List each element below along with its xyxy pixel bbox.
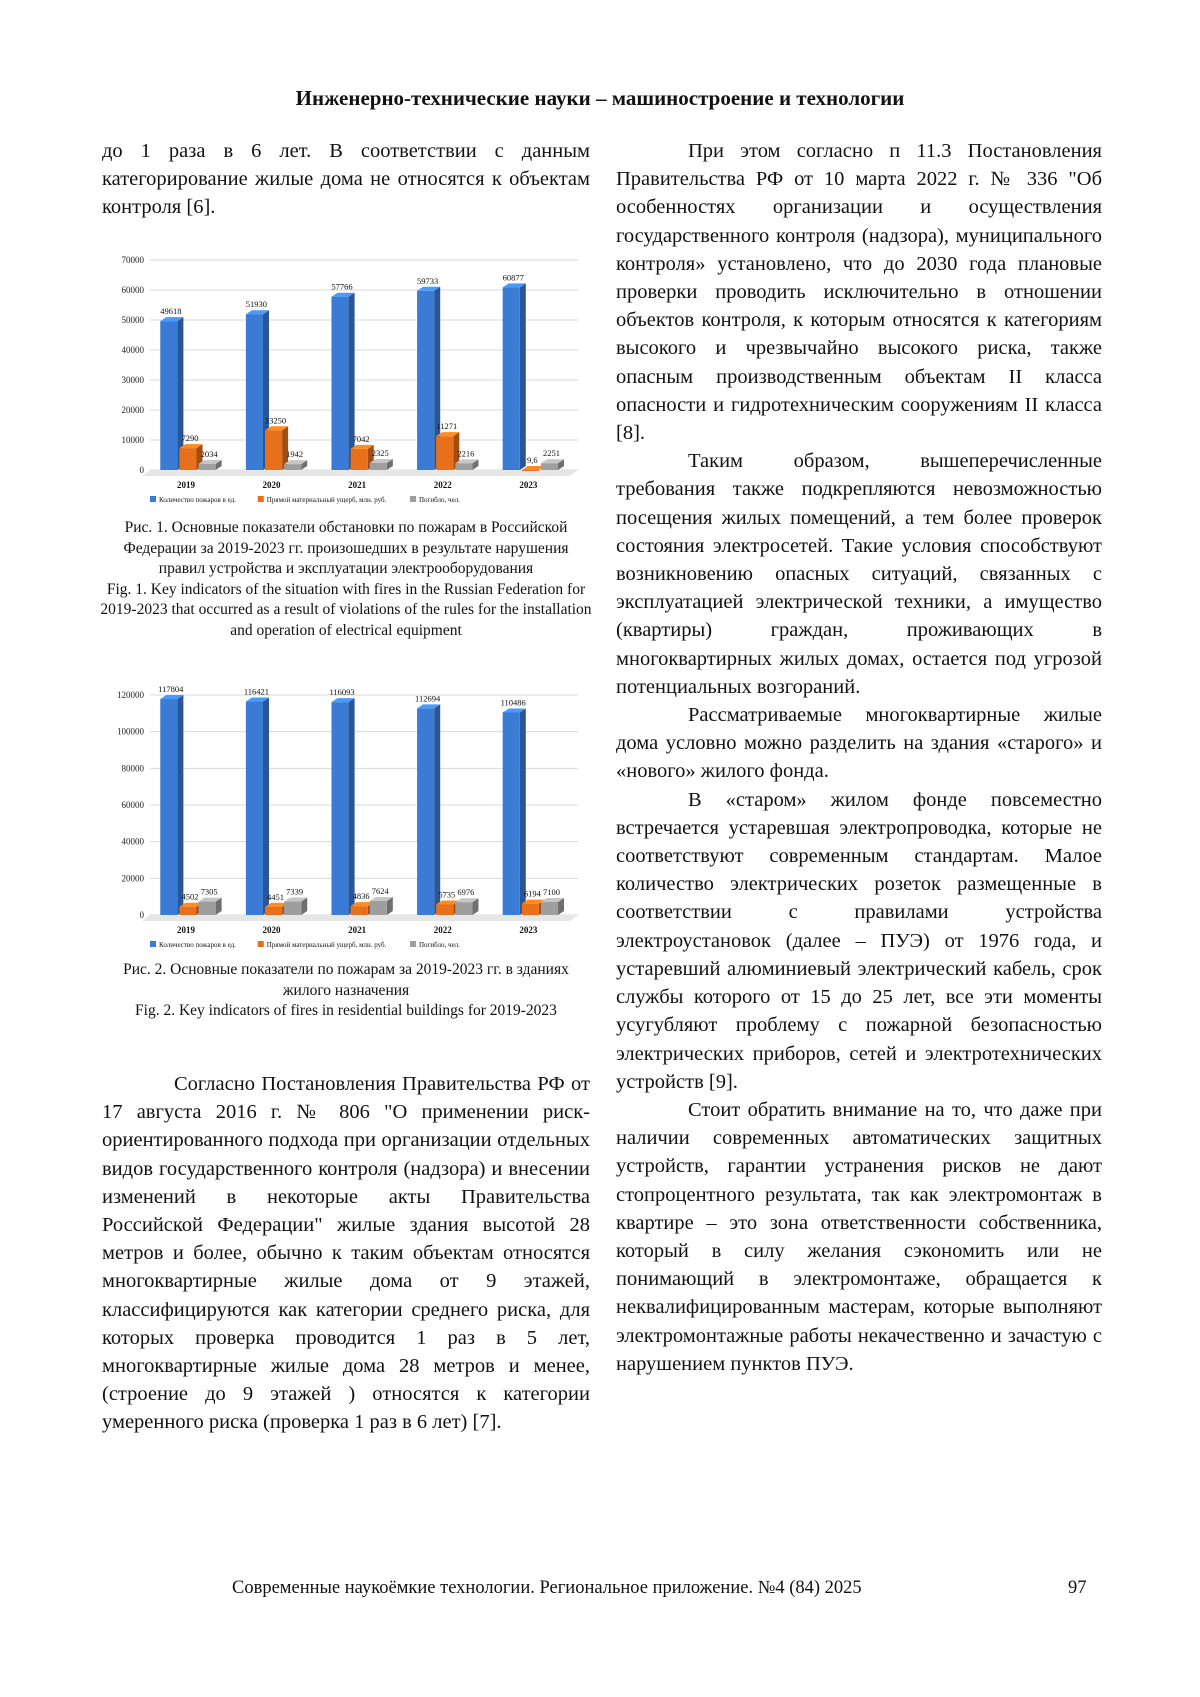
bar: [265, 430, 282, 470]
data-label: 60877: [502, 272, 524, 283]
legend-label: Погибло, чел.: [419, 496, 460, 504]
legend-label: Прямой материальный ущерб, млн. руб.: [266, 941, 387, 949]
figure-2-caption-en: Fig. 2. Key indicators of fires in residential buildings for 2019-2023: [135, 1002, 557, 1019]
x-tick-label: 2021: [348, 480, 367, 490]
bar: [417, 291, 434, 470]
data-label: 112694: [415, 693, 441, 704]
data-label: 7100: [542, 886, 560, 897]
legend-label: Количество пожаров в ед.: [159, 941, 236, 949]
y-tick-label: 50000: [121, 315, 144, 325]
figure-1-caption: [100, 518, 592, 641]
chart-floor: [142, 915, 578, 921]
legend-label: Количество пожаров в ед.: [159, 496, 236, 504]
left-column-top: [102, 137, 590, 222]
bar: [370, 901, 387, 915]
x-tick-label: 2020: [262, 925, 281, 935]
data-label: 6976: [457, 887, 475, 898]
bar: [436, 436, 453, 470]
figure-1-caption-ru: Рис. 1. Основные показатели обстановки по пожарам в Российской Федерации за 2019-2023 гг. произошедших в результате нарушения правил устройства и эксплуатации электрооборудования: [123, 519, 569, 577]
paragraph: до 1 раза в 6 лет. В соответствии с данным категорирование жилые дома не относятся к объектам контроля [6].: [102, 140, 590, 219]
bar-side: [434, 704, 440, 915]
legend-swatch: [258, 496, 264, 502]
running-header: Инженерно-технические науки – машиностроение и технологии: [295, 86, 905, 110]
x-tick-label: 2020: [262, 480, 281, 490]
page-number: 97: [1068, 1578, 1087, 1598]
x-tick-label: 2023: [519, 480, 538, 490]
bar: [179, 448, 196, 470]
data-label: 7624: [371, 886, 389, 897]
bar: [284, 464, 301, 470]
y-tick-label: 120000: [117, 690, 144, 700]
data-label: 7305: [200, 886, 218, 897]
figure-2-svg: [100, 685, 590, 955]
data-label: 116421: [243, 686, 270, 697]
y-tick-label: 40000: [121, 836, 144, 847]
y-tick-label: 0: [139, 465, 144, 475]
data-label: 7042: [352, 433, 370, 444]
data-label: 4451: [267, 891, 285, 902]
legend-swatch: [258, 941, 264, 947]
bar: [160, 321, 177, 470]
bar-side: [349, 698, 355, 915]
figure-2-chart: [100, 685, 590, 955]
figure-1-svg: [100, 250, 590, 510]
bar: [284, 902, 301, 915]
data-label: 2251: [542, 448, 560, 459]
chart-floor: [142, 470, 578, 476]
paragraph: В «старом» жилом фонде повсеместно встречается устаревшая электропроводка, которые не соответствуют современным стандартам. Малое количество электрических розеток размещенные в соответствии с правилами устройства электроустановок (далее – ПУЭ) от 1976 года, и устаревший алюминиевый электрический кабель, срок службы которого от 15 до 25 лет, все эти моменты усугубляют проблему с пожарной безопасностью электрических приборов, сетей и электротехнических устройств [9].: [616, 788, 1102, 1093]
bar: [160, 699, 177, 915]
x-tick-label: 2019: [176, 925, 195, 935]
data-label: 4502: [181, 891, 199, 902]
data-label: 51930: [245, 299, 268, 310]
y-tick-label: 20000: [121, 405, 144, 415]
bar: [503, 287, 520, 470]
paragraph: При этом согласно п 11.3 Постановления Правительства РФ от 10 марта 2022 г. № 336 "Об особенностях организации и осуществления государственного контроля (надзора), муниципального контроля» установлено, что до 2030 года плановые проверки проводить исключительно в отношении объектов контроля, к которым относятся к категориям высокого и чрезвычайно высокого риска, также опасным производственным объектам II класса опасности и гидротехническим сооружениям II класса [8].: [616, 140, 1102, 445]
paragraph: Стоит обратить внимание на то, что даже при наличии современных автоматических защитных устройств, гарантии устранения рисков не дают стопроцентного результата, так как электромонтаж в квартире – это зона ответственности собственника, который в силу желания сэкономить или не понимающий в электромонтаже, обращается к неквалифицированным мастерам, которые выполняют электромонтажные работы некачественно и зачастую с нарушением пунктов ПУЭ.: [616, 1098, 1102, 1375]
y-tick-label: 40000: [121, 345, 144, 355]
bar: [331, 702, 348, 915]
bar: [455, 463, 472, 470]
data-label: 110486: [500, 697, 526, 708]
figure-2-caption-ru: Рис. 2. Основные показатели по пожарам за 2019-2023 гг. в зданиях жилого назначения: [123, 961, 569, 999]
legend-label: Прямой материальный ущерб, млн. руб.: [266, 496, 387, 504]
legend-label: Погибло, чел.: [419, 941, 460, 949]
bar: [370, 463, 387, 470]
left-column-bottom: [102, 1070, 590, 1437]
y-tick-label: 60000: [121, 800, 144, 810]
data-label: 116093: [329, 687, 355, 698]
bar: [541, 902, 558, 915]
bar: [199, 464, 216, 470]
data-label: 2216: [457, 448, 475, 459]
legend-swatch: [410, 941, 416, 947]
data-label: 6194: [523, 888, 541, 899]
bar: [331, 297, 348, 470]
bar-side: [263, 698, 269, 915]
legend-swatch: [150, 941, 156, 947]
bar: [246, 314, 263, 470]
x-tick-label: 2021: [348, 925, 367, 935]
data-label: 7290: [181, 433, 199, 444]
figure-1-chart: [100, 250, 590, 510]
data-label: 2325: [371, 448, 389, 459]
data-label: 49618: [160, 306, 182, 317]
y-tick-label: 20000: [121, 873, 144, 884]
paragraph: Рассматриваемые многоквартирные жилые дома условно можно разделить на здания «старого» и «нового» жилого фонда.: [616, 704, 1102, 783]
bar: [246, 702, 263, 915]
right-column: [616, 137, 1102, 1378]
bar: [522, 904, 539, 915]
data-label: 57766: [331, 281, 353, 292]
y-tick-label: 60000: [121, 285, 144, 295]
bar: [351, 449, 368, 470]
x-tick-label: 2022: [433, 925, 452, 935]
figure-2-caption: [100, 960, 592, 1022]
legend-swatch: [410, 496, 416, 502]
data-label: 59733: [417, 275, 439, 286]
y-tick-label: 80000: [121, 763, 144, 774]
paragraph: Таким образом, вышеперечисленные требования также подкрепляются невозможностью посещения жилых помещений, а тем более проверок состояния электросетей. Такие условия способствуют возникновению опасных ситуаций, связанных с эксплуатацией электрической техники, а имущество (квартиры) граждан, проживающих в многоквартирных жилых домах, остается под угрозой потенциальных возгораний.: [616, 450, 1102, 698]
bar: [179, 907, 196, 915]
x-tick-label: 2022: [433, 480, 452, 490]
bar-side: [520, 283, 526, 470]
legend-swatch: [150, 496, 156, 502]
data-label: 9,6: [527, 454, 538, 465]
bar: [503, 712, 520, 915]
figure-1-caption-en: Fig. 1. Key indicators of the situation with fires in the Russian Federation for 2019-2023 that occurred as a result of violations of the rules for the installation and operation of electrical equipment: [100, 580, 592, 639]
data-label: 2034: [200, 448, 218, 459]
x-tick-label: 2023: [519, 925, 538, 935]
y-tick-label: 30000: [121, 375, 144, 385]
data-label: 13250: [264, 415, 287, 426]
x-tick-label: 2019: [176, 480, 195, 490]
bar: [199, 902, 216, 915]
bar: [436, 904, 453, 915]
bar-side: [520, 708, 526, 915]
bar: [541, 463, 558, 470]
running-footer: Современные наукоёмкие технологии. Региональное приложение. №4 (84) 2025: [232, 1578, 862, 1598]
paragraph: Согласно Постановления Правительства РФ от 17 августа 2016 г. № 806 "О применении риск-ориентированного подхода при организации отдельных видов государственного контроля (надзора) и внесении изменений в некоторые акты Правительства Российской Федерации" жилые здания высотой 28 метров и более, обычно к таким объектам относятся многоквартирные жилые дома от 9 этажей, классифицируются как категории среднего риска, для которых проверка проводится 1 раз в 5 лет, многоквартирные жилые дома 28 метров и менее, (строение до 9 этажей ) относятся к категории умеренного риска (проверка 1 раз в 6 лет) [7].: [102, 1073, 590, 1434]
bar: [265, 907, 282, 915]
bar: [351, 906, 368, 915]
data-label: 1942: [286, 449, 304, 460]
bar: [417, 708, 434, 915]
data-label: 117804: [158, 685, 184, 695]
bar-side: [177, 695, 183, 915]
data-label: 7339: [286, 886, 304, 897]
bar: [455, 902, 472, 915]
data-label: 5735: [438, 889, 456, 900]
y-tick-label: 10000: [121, 435, 144, 445]
y-tick-label: 100000: [117, 726, 144, 737]
data-label: 4836: [352, 891, 370, 902]
y-tick-label: 70000: [121, 255, 144, 265]
bar: [522, 470, 539, 471]
y-tick-label: 0: [139, 910, 144, 920]
data-label: 11271: [436, 421, 458, 432]
